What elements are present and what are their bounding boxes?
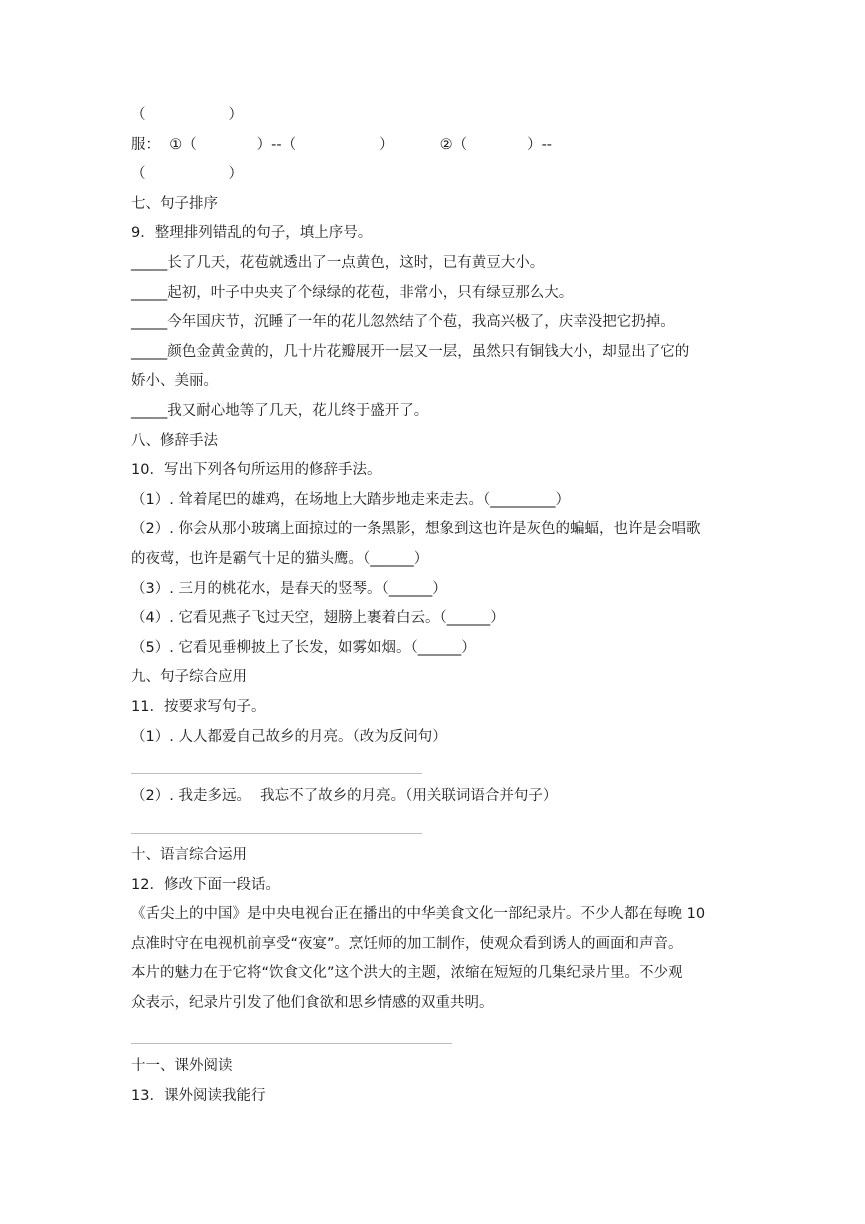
question-title: 11．按要求写句子。: [131, 699, 266, 715]
answer-line: [131, 773, 422, 774]
paragraph-line: 众表示，纪录片引发了他们食欲和思乡情感的双重共明。: [131, 995, 494, 1011]
question-title: 10．写出下列各句所运用的修辞手法。: [131, 462, 382, 478]
fill-blank-line: 服： ①（ ）--（ ） ②（ ）--: [131, 137, 553, 153]
sentence-item: _____颜色金黄金黄的，几十片花瓣展开一层又一层，虽然只有铜钱大小，却显出了它的: [131, 344, 690, 360]
question-title: 13．课外阅读我能行: [131, 1088, 266, 1104]
section-heading: 八、修辞手法: [131, 433, 218, 449]
section-heading: 九、句子综合应用: [131, 669, 247, 685]
blank-line: （ ）: [131, 166, 243, 182]
question-title: 12．修改下面一段话。: [131, 877, 280, 893]
sub-question: （2）. 我走多远。 我忘不了故乡的月亮。（用关联词语合并句子）: [131, 788, 558, 804]
answer-line: [131, 833, 422, 834]
section-heading: 十、语言综合运用: [131, 847, 247, 863]
paragraph-line: 《舌尖上的中国》是中央电视台正在播出的中华美食文化一部纪录片。不少人都在每晚 10: [131, 906, 706, 922]
paragraph-line: 本片的魅力在于它将“饮食文化”这个洪大的主题，浓缩在短短的几集纪录片里。不少观: [131, 965, 683, 981]
sub-question-continued: 的夜莺，也许是霸气十足的猫头鹰。（______）: [131, 551, 429, 567]
sub-question: （5）. 它看见垂柳披上了长发，如雾如烟。（______）: [131, 640, 476, 656]
sentence-item: _____长了几天，花苞就透出了一点黄色，这时，已有黄豆大小。: [131, 255, 545, 271]
section-heading: 十一、课外阅读: [131, 1058, 233, 1074]
sub-question: （4）. 它看见燕子飞过天空，翅膀上裹着白云。（______）: [131, 610, 505, 626]
answer-line: [131, 1043, 452, 1044]
blank-line: （ ）: [131, 107, 243, 123]
sub-question: （2）. 你会从那小玻璃上面掠过的一条黑影，想象到这也许是灰色的蝙蝠，也许是会唱歌: [131, 521, 701, 537]
sentence-item-continued: 娇小、美丽。: [131, 373, 218, 389]
section-heading: 七、句子排序: [131, 196, 218, 212]
sentence-item: _____我又耐心地等了几天，花儿终于盛开了。: [131, 403, 429, 419]
paragraph-line: 点准时守在电视机前享受“夜宴”。烹饪师的加工制作，使观众看到诱人的画面和声音。: [131, 936, 683, 952]
sentence-item: _____今年国庆节，沉睡了一年的花儿忽然结了个苞，我高兴极了，庆幸没把它扔掉。: [131, 314, 675, 330]
sentence-item: _____起初，叶子中央夹了个绿绿的花苞，非常小，只有绿豆那么大。: [131, 285, 574, 301]
sub-question: （1）. 人人都爱自己故乡的月亮。（改为反问句）: [131, 729, 447, 745]
sub-question: （1）. 耸着尾巴的雄鸡，在场地上大踏步地走来走去。（_________）: [131, 492, 570, 508]
question-title: 9．整理排列错乱的句子，填上序号。: [131, 225, 373, 241]
sub-question: （3）. 三月的桃花水，是春天的竖琴。（______）: [131, 581, 447, 597]
